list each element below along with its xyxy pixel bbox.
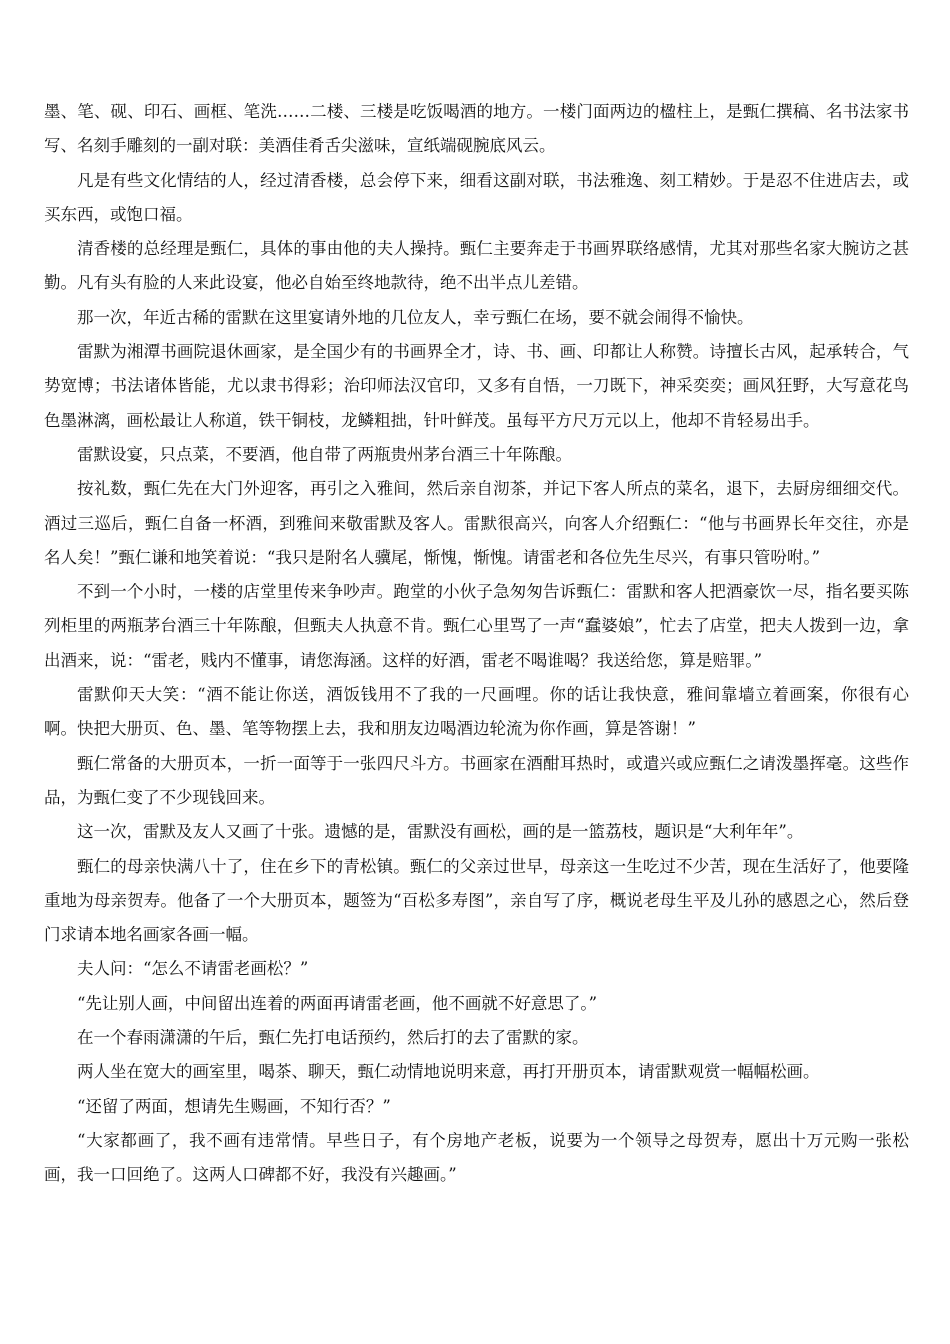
paragraph-11: 这一次，雷默及友人又画了十张。遗憾的是，雷默没有画松，画的是一篮荔枝，题识是“大利年年”。 — [77, 822, 804, 842]
document-body — [44, 95, 909, 1193]
paragraph-14: “先让别人画，中间留出连着的两面再请雷老画，他不画就不好意思了。” — [77, 993, 598, 1013]
paragraph-16: 两人坐在宽大的画室里，喝茶、聊天，甄仁动情地说明来意，再打开册页本，请雷默观赏一幅幅松画。 — [77, 1062, 820, 1082]
paragraph-4: 那一次，年近古稀的雷默在这里宴请外地的几位友人，幸亏甄仁在场，要不就会闹得不愉快。 — [77, 307, 754, 327]
paragraph-17: “还留了两面，想请先生赐画，不知行否？” — [77, 1096, 391, 1116]
paragraph-7: 按礼数，甄仁先在大门外迎客，再引之入雅间，然后亲自沏茶，并记下客人所点的菜名，退下，去厨房细细交代。酒过三巡后，甄仁自备一杯酒，到雅间来敬雷默及客人。雷默很高兴，向客人介绍甄仁：“他与书画界长年交往，亦是名人矣！”甄仁谦和地笑着说：“我只是附名人骥尾，惭愧，惭愧。请雷老和各位先生尽兴，有事只管吩咐。” — [44, 479, 909, 567]
paragraph-15: 在一个春雨潇潇的午后，甄仁先打电话预约，然后打的去了雷默的家。 — [77, 1028, 589, 1048]
paragraph-10: 甄仁常备的大册页本，一折一面等于一张四尺斗方。书画家在酒酣耳热时，或遣兴或应甄仁之请泼墨挥毫。这些作品，为甄仁变了不少现钱回来。 — [44, 753, 909, 807]
paragraph-1: 墨、笔、砚、印石、画框、笔洗……二楼、三楼是吃饭喝酒的地方。一楼门面两边的楹柱上，是甄仁撰稿、名书法家书写、名刻手雕刻的一副对联：美酒佳肴舌尖滋味，宣纸端砚腕底风云。 — [44, 102, 909, 156]
paragraph-3: 清香楼的总经理是甄仁，具体的事由他的夫人操持。甄仁主要奔走于书画界联络感情，尤其对那些名家大腕访之甚勤。凡有头有脸的人来此设宴，他必自始至终地款待，绝不出半点儿差错。 — [44, 239, 909, 293]
paragraph-13: 夫人问：“怎么不请雷老画松？” — [77, 959, 309, 979]
paragraph-5: 雷默为湘潭书画院退休画家，是全国少有的书画界全才，诗、书、画、印都让人称赞。诗擅长古风，起承转合，气势宽博；书法诸体皆能，尤以隶书得彩；治印师法汉官印，又多有自悟，一刀既下，神采奕奕；画风狂野，大写意花鸟色墨淋漓，画松最让人称道，铁干铜枝，龙鳞粗拙，针叶鲜茂。虽每平方尺万元以上，他却不肯轻易出手。 — [44, 342, 909, 430]
paragraph-2: 凡是有些文化情结的人，经过清香楼，总会停下来，细看这副对联，书法雅逸、刻工精妙。于是忍不住进店去，或买东西，或饱口福。 — [44, 170, 909, 224]
paragraph-8: 不到一个小时，一楼的店堂里传来争吵声。跑堂的小伙子急匆匆告诉甄仁：雷默和客人把酒豪饮一尽，指名要买陈列柜里的两瓶茅台酒三十年陈酿，但甄夫人执意不肯。甄仁心里骂了一声“蠢婆娘”，忙去了店堂，把夫人拨到一边，拿出酒来，说：“雷老，贱内不懂事，请您海涵。这样的好酒，雷老不喝谁喝？我送给您，算是赔罪。” — [44, 582, 909, 670]
paragraph-12: 甄仁的母亲快满八十了，住在乡下的青松镇。甄仁的父亲过世早，母亲这一生吃过不少苦，现在生活好了，他要隆重地为母亲贺寿。他备了一个大册页本，题签为“百松多寿图”，亲自写了序，概说老母生平及儿孙的感恩之心，然后登门求请本地名画家各画一幅。 — [44, 856, 909, 945]
paragraph-9: 雷默仰天大笑：“酒不能让你送，酒饭钱用不了我的一尺画哩。你的话让我快意，雅间靠墙立着画案，你很有心啊。快把大册页、色、墨、笔等物摆上去，我和朋友边喝酒边轮流为你作画，算是答谢！” — [44, 685, 909, 739]
paragraph-6: 雷默设宴，只点菜，不要酒，他自带了两瓶贵州茅台酒三十年陈酿。 — [77, 444, 572, 464]
paragraph-18: “大家都画了，我不画有违常情。早些日子，有个房地产老板，说要为一个领导之母贺寿，愿出十万元购一张松画，我一口回绝了。这两人口碑都不好，我没有兴趣画。” — [44, 1130, 909, 1185]
